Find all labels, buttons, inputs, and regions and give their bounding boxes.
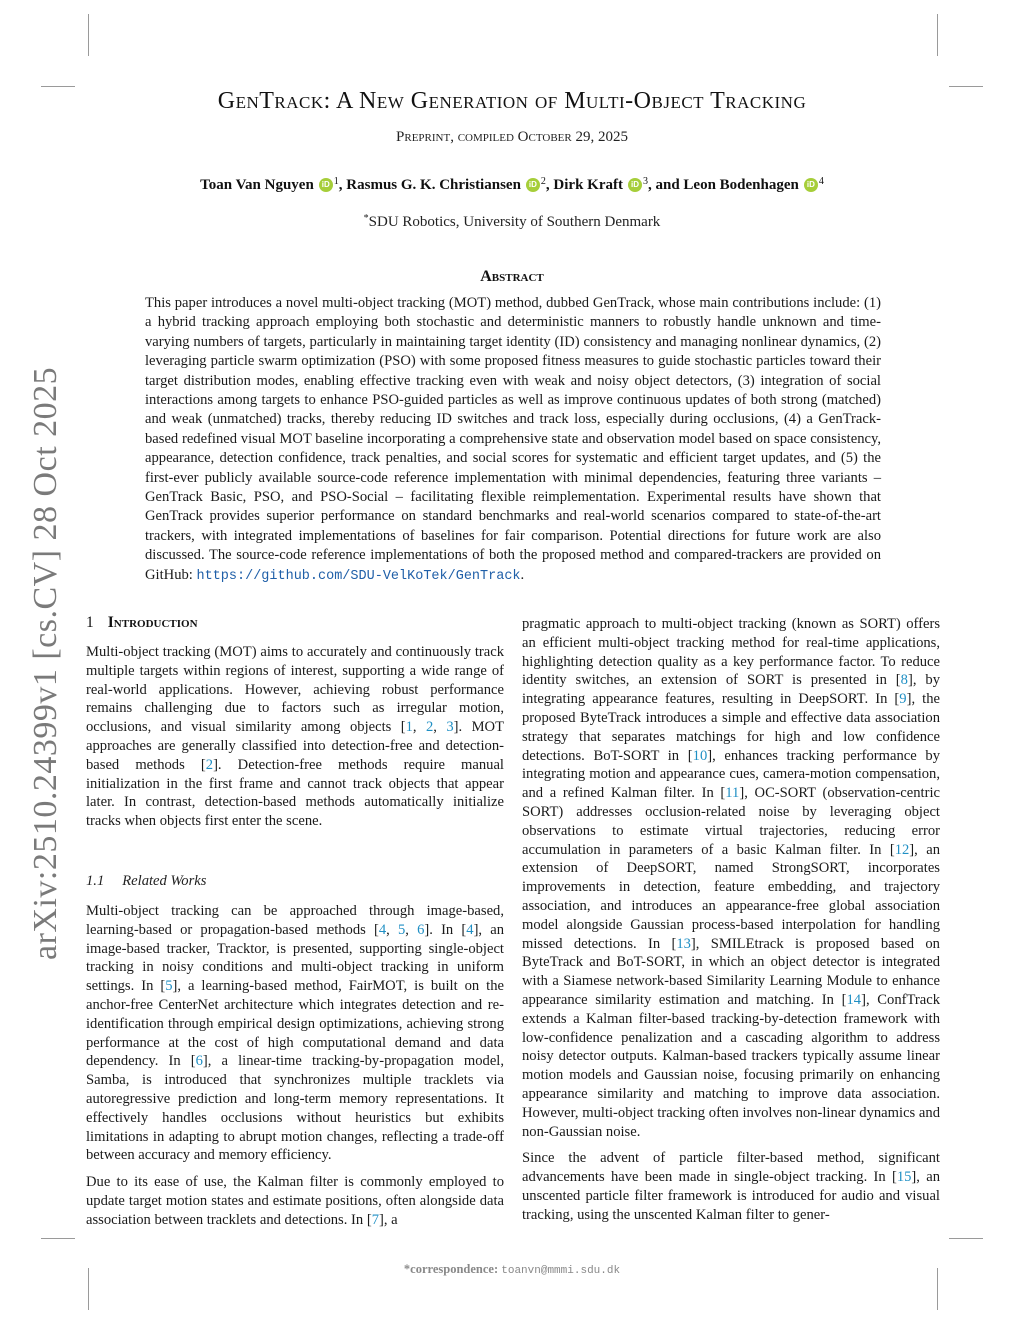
author-affil-mark: 3 — [642, 176, 648, 187]
crop-mark — [41, 86, 75, 87]
body-text: ], an unscented particle filter framework is introduced for audio and visual tracking, using the unscented Kalman filter to gener- — [522, 1169, 940, 1223]
section-heading-introduction — [86, 614, 198, 632]
body-text: ]. In [ — [424, 921, 467, 938]
orcid-icon[interactable]: iD — [319, 178, 333, 192]
paragraph — [522, 615, 940, 1141]
body-text: ], SMILEtrack is proposed based on ByteTrack and BoT-SORT, in which an object detector is integrated with a Siamese network-based Similarity Learning Module to enhance appearance similarity estimation and matching. In [ — [522, 935, 940, 1008]
body-text: ], the proposed ByteTrack introduces a simple and effective data association strategy that separates matchings for high and low confidence detections. BoT-SORT in [ — [522, 691, 940, 764]
author-name: Toan Van Nguyen — [200, 177, 314, 193]
body-text: ], an extension of DeepSORT, named StrongSORT, incorporates improvements in detection, feature embedding, and trajectory association, and introduces an appearance-free global association model alongside Gaussian process-based interpolation for handling missed detections. In [ — [522, 841, 940, 952]
crop-mark — [949, 86, 983, 87]
citation-link[interactable]: 2 — [425, 719, 434, 736]
body-text: ]. MOT approaches are generally classified into detection-free and detection-based methods [ — [86, 719, 505, 773]
citation-link[interactable]: 12 — [894, 841, 910, 858]
abstract-body — [145, 294, 881, 586]
citation-link[interactable]: 5 — [165, 978, 173, 995]
citation-link[interactable]: 11 — [725, 785, 740, 802]
author-affil-mark: 2 — [540, 176, 546, 187]
body-text: ], enhances tracking performance by integrating motion and appearance cues, camera-motion compensation, and a refined Kalman filter. In [ — [522, 747, 940, 802]
paragraph — [86, 902, 504, 1165]
citation-link[interactable]: 3 — [446, 719, 454, 736]
citation-link[interactable]: 6 — [417, 921, 425, 938]
right-column — [522, 615, 940, 1225]
crop-mark — [41, 1238, 75, 1239]
author-separator: , and — [647, 177, 684, 193]
body-text: ], a linear-time tracking-by-propagation model, Samba, is introduced that synchronizes multiple tracklets via autoregressive prediction and long-term memory representations. It effectively handles occlusions without heuristics but exhibits limitations in adapting to abrupt motion changes, reflecting a trade-off between accuracy and memory efficiency. — [86, 1053, 504, 1164]
orcid-icon[interactable]: iD — [628, 178, 642, 192]
citation-link[interactable]: 5 — [397, 921, 406, 938]
body-text: , — [433, 719, 447, 736]
citation-link[interactable]: 13 — [676, 935, 691, 952]
body-text: ], an image-based tracker, Tracktor, is presented, supporting single-object tracking in noisy conditions and multi-object tracking in uniform settings. In [ — [86, 921, 505, 995]
body-text: ], OC-SORT (observation-centric SORT) addresses occlusion-related noise by leveraging object observations to estimate virtual trajectories, reducing error accumulation in parameters of a basic Kalman filter. In [ — [522, 785, 941, 858]
author-affil-mark: 4 — [818, 176, 824, 187]
author-name: Rasmus G. K. Christiansen — [346, 177, 521, 193]
correspondence-email[interactable]: toanvn@mmmi.sdu.dk — [501, 1265, 621, 1277]
body-text: Multi-object tracking (MOT) aims to accurately and continuously track multiple targets within regions of interest, supporting a wide range of real-world applications. However, achieving robust performance remains challenging due to factors such as irregular motion, occlusions, and visual similarity among objects [ — [86, 644, 504, 736]
body-text: , — [412, 719, 426, 736]
citation-link[interactable]: 2 — [205, 756, 214, 773]
section-number: 1 — [86, 614, 94, 631]
footer-correspondence — [0, 1262, 1024, 1277]
body-text: Since the advent of particle filter-based method, significant advancements have been made in single-object tracking. In [ — [522, 1150, 940, 1186]
crop-mark — [949, 1238, 983, 1239]
abstract-end: . — [520, 566, 525, 583]
paragraph — [86, 643, 504, 831]
subsection-heading-related-works — [86, 873, 206, 890]
github-link[interactable]: https://github.com/SDU-VelKoTek/GenTrack — [196, 568, 521, 584]
left-column-related — [86, 902, 504, 1230]
body-text: , — [386, 921, 398, 938]
paragraph — [86, 1173, 504, 1229]
abstract-heading: Abstract — [480, 268, 544, 285]
author-name: Leon Bodenhagen — [683, 177, 799, 193]
orcid-icon[interactable]: iD — [804, 178, 818, 192]
affiliation — [0, 213, 1024, 231]
paper-subtitle: Preprint, compiled October 29, 2025 — [396, 129, 628, 145]
body-text: Multi-object tracking can be approached through image-based, learning-based or propagation-based methods [ — [86, 903, 504, 938]
correspondence-label: *correspondence: — [403, 1262, 499, 1276]
author-list — [0, 176, 1024, 194]
author-separator: , — [545, 177, 554, 193]
body-text: , — [405, 921, 418, 938]
citation-link[interactable]: 4 — [466, 921, 474, 938]
citation-link[interactable]: 9 — [899, 691, 907, 708]
author-name: Dirk Kraft — [553, 177, 623, 193]
affiliation-mark: * — [363, 213, 369, 224]
author-affil-mark: 1 — [333, 176, 339, 187]
body-text: Due to its ease of use, the Kalman filter is commonly employed to update target motion states and estimate positions, often alongside data association between tracklets and detections. In [ — [86, 1174, 504, 1228]
citation-link[interactable]: 7 — [371, 1211, 379, 1228]
citation-link[interactable]: 4 — [378, 921, 387, 938]
affiliation-text: SDU Robotics, University of Southern Denmark — [368, 214, 661, 230]
citation-link[interactable]: 15 — [896, 1169, 912, 1186]
body-text: ], a — [379, 1211, 398, 1228]
body-text: ]. Detection-free methods require manual initialization in the first frame and cannot track objects that appear later. In contrast, detection-based methods automatically initialize tracks when objects first enter the scene. — [86, 756, 504, 830]
paragraph — [522, 1149, 940, 1224]
crop-mark — [88, 14, 89, 56]
citation-link[interactable]: 8 — [900, 672, 908, 689]
citation-link[interactable]: 14 — [846, 991, 862, 1008]
abstract-text: This paper introduces a novel multi-object tracking (MOT) method, dubbed GenTrack, whose main contributions include: (1) a hybrid tracking approach employing both stochastic and deterministic manners to robustly handle unknown and time-varying numbers of targets, particularly in maintaining target identity (ID) consistency and managing nonlinear dynamics, (2) leveraging particle swarm optimization (PSO) with some proposed fitness measures to guide stochastic particles toward their target distribution modes, enabling effective tracking even with weak and noisy object detectors, (3) integration of social interactions among targets to enhance PSO-guided particles as well as improve continuous updates of both strong (matched) and weak (unmatched) tracks, thereby reducing ID switches and track loss, especially during occlusions, (4) a GenTrack-based redefined visual MOT baseline incorporating a comprehensive state and observation model based on space consistency, appearance, detection confidence, track penalties, and social scores for systematic and efficient target updates, and (5) the first-ever publicly available source-code reference implementation with minimal dependencies, featuring three variants – GenTrack Basic, PSO, and PSO-Social – facilitating flexible reimplementation. Experimental results have shown that GenTrack provides superior performance on standard benchmarks and real-world scenarios compared to state-of-the-art trackers, with integrated implementations of baselines for fair comparison. Potential directions for future work are also discussed. The source-code reference implementations of both the proposed method and compared-trackers are provided on GitHub: — [145, 295, 881, 583]
arxiv-stamp[interactable]: arXiv:2510.24399v1 [cs.CV] 28 Oct 2025 — [27, 366, 64, 960]
body-text: ], a learning-based method, FairMOT, is built on the anchor-free CenterNet architecture which integrates detection and re-identification through empirical design optimizations, achieving strong performance at the cost of high computational demand and data dependency. In [ — [86, 978, 504, 1070]
citation-link[interactable]: 6 — [195, 1053, 203, 1070]
citation-link[interactable]: 1 — [405, 719, 413, 736]
left-column-intro — [86, 643, 504, 831]
author-separator: , — [338, 177, 347, 193]
body-text: ], ConfTrack extends a Kalman filter-based tracking-by-detection framework with low-confidence penalization and a cascading algorithm to address noisy detector outputs. Kalman-based trackers typically assume linear motion models and Gaussian noise, focusing primarily on enhancing appearance similarity and matching to improve data association. However, multi-object tracking often involves non-linear dynamics and non-Gaussian noise. — [522, 991, 940, 1140]
paper-title: GenTrack: A New Generation of Multi-Object Tracking — [217, 88, 807, 114]
subsection-number: 1.1 — [86, 873, 105, 889]
subsection-title: Related Works — [122, 873, 207, 889]
body-text: pragmatic approach to multi-object tracking (known as SORT) offers an efficient multi-object tracking method for real-time applications, highlighting detection quality as a key performance factor. To reduce identity switches, an extension of SORT is presented in [ — [522, 616, 940, 689]
section-title: Introduction — [107, 614, 198, 631]
body-text: ], by integrating appearance features, resulting in DeepSORT. In [ — [522, 672, 940, 708]
orcid-icon[interactable]: iD — [526, 178, 540, 192]
citation-link[interactable]: 10 — [692, 747, 708, 764]
crop-mark — [937, 14, 938, 56]
